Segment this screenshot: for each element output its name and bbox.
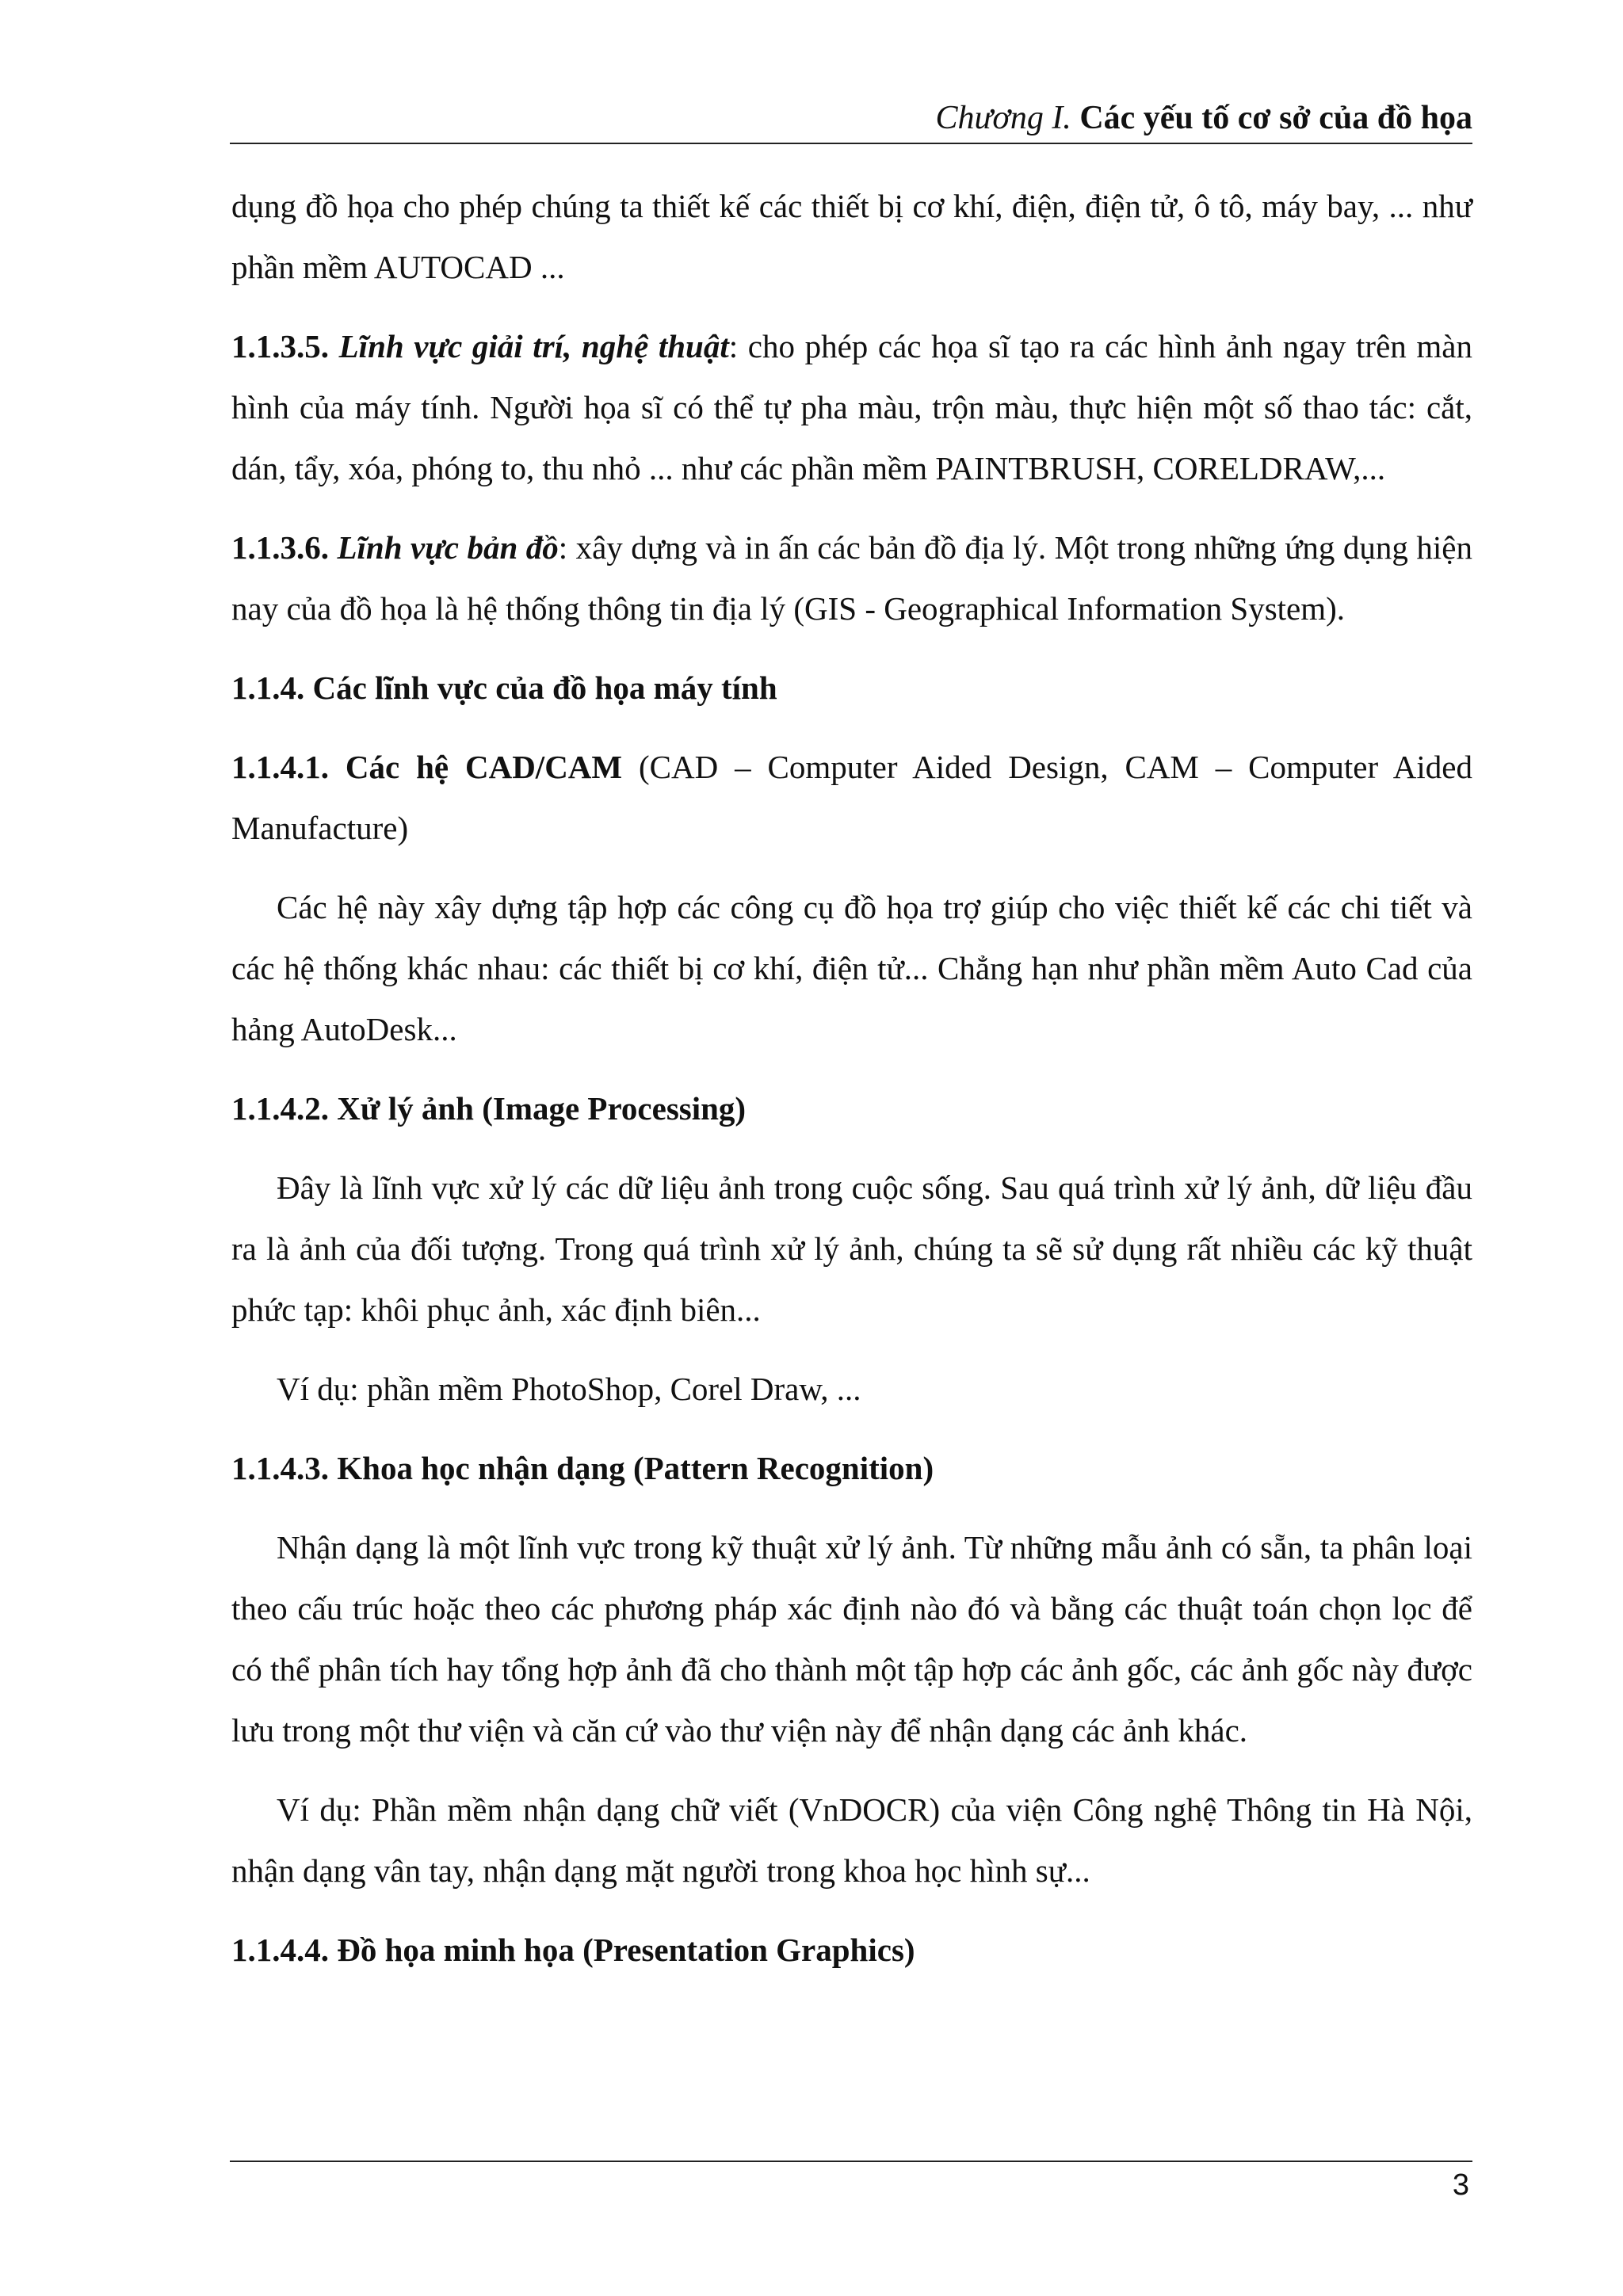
page-content [231,176,1472,1999]
page-number: 3 [1452,2168,1469,2202]
section-number: 1.1.3.5. [231,328,329,364]
image-processing-example: Ví dụ: phần mềm PhotoShop, Corel Draw, ... [277,1371,861,1407]
section-title: Lĩnh vực bản đồ [337,529,559,566]
section-1-1-4-1 [231,737,1472,859]
section-number: 1.1.3.6. [231,529,329,566]
header-title: Các yếu tố cơ sở của đồ họa [1079,100,1472,136]
heading-1-1-4-4: 1.1.4.4. Đồ họa minh họa (Presentation Graphics) [231,1932,915,1968]
section-text: : xây dựng và in ấn các bản đồ địa lý. Một trong những ứng dụng hiện nay của đồ họa là hệ thống thông tin địa lý (GIS - Geographical Information System). [231,529,1472,627]
section-title: Lĩnh vực giải trí, nghệ thuật [338,328,729,364]
pattern-recognition-example: Ví dụ: Phần mềm nhận dạng chữ viết (VnDOCR) của viện Công nghệ Thông tin Hà Nội, nhận dạng vân tay, nhận dạng mặt người trong khoa học hình sự... [231,1791,1472,1889]
heading-1-1-4: 1.1.4. Các lĩnh vực của đồ họa máy tính [231,669,777,706]
section-text: (CAD – Computer Aided Design, CAM – Computer Aided Manufacture) [231,749,1472,846]
page-header [230,93,1472,144]
section-text: : cho phép các họa sĩ tạo ra các hình ảnh ngay trên màn hình của máy tính. Người họa sĩ có thể tự pha màu, trộn màu, thực hiện một số thao tác: cắt, dán, tẩy, xóa, phóng to, thu nhỏ ... như các phần mềm PAINTBRUSH, CORELDRAW,... [231,328,1473,486]
footer-rule [230,2161,1472,2162]
heading-1-1-4-2: 1.1.4.2. Xử lý ảnh (Image Processing) [231,1090,747,1127]
header-chapter: Chương I. [935,100,1071,136]
section-1-1-3-5 [231,316,1472,499]
heading-1-1-4-3: 1.1.4.3. Khoa học nhận dạng (Pattern Recognition) [231,1450,934,1486]
image-processing-paragraph: Đây là lĩnh vực xử lý các dữ liệu ảnh trong cuộc sống. Sau quá trình xử lý ảnh, dữ liệu đầu ra là ảnh của đối tượng. Trong quá trình xử lý ảnh, chúng ta sẽ sử dụng rất nhiều các kỹ thuật phức tạp: khôi phục ảnh, xác định biên... [231,1169,1472,1328]
intro-paragraph: dụng đồ họa cho phép chúng ta thiết kế các thiết bị cơ khí, điện, điện tử, ô tô, máy bay, ... như phần mềm AUTOCAD ... [231,188,1472,285]
pattern-recognition-paragraph: Nhận dạng là một lĩnh vực trong kỹ thuật xử lý ảnh. Từ những mẫu ảnh có sẵn, ta phân loại theo cấu trúc hoặc theo các phương pháp xác định nào đó và bằng các thuật toán chọn lọc để có thể phân tích hay tổng hợp ảnh đã cho thành một tập hợp các ảnh gốc, các ảnh gốc này được lưu trong một thư viện và căn cứ vào thư viện này để nhận dạng các ảnh khác. [231,1529,1472,1749]
section-number: 1.1.4.1. [231,749,329,785]
section-1-1-3-6 [231,517,1472,639]
cad-cam-paragraph: Các hệ này xây dựng tập hợp các công cụ đồ họa trợ giúp cho việc thiết kế các chi tiết và các hệ thống khác nhau: các thiết bị cơ khí, điện tử... Chẳng hạn như phần mềm Auto Cad của hảng AutoDesk... [231,889,1472,1047]
section-title: Các hệ CAD/CAM [345,749,623,785]
